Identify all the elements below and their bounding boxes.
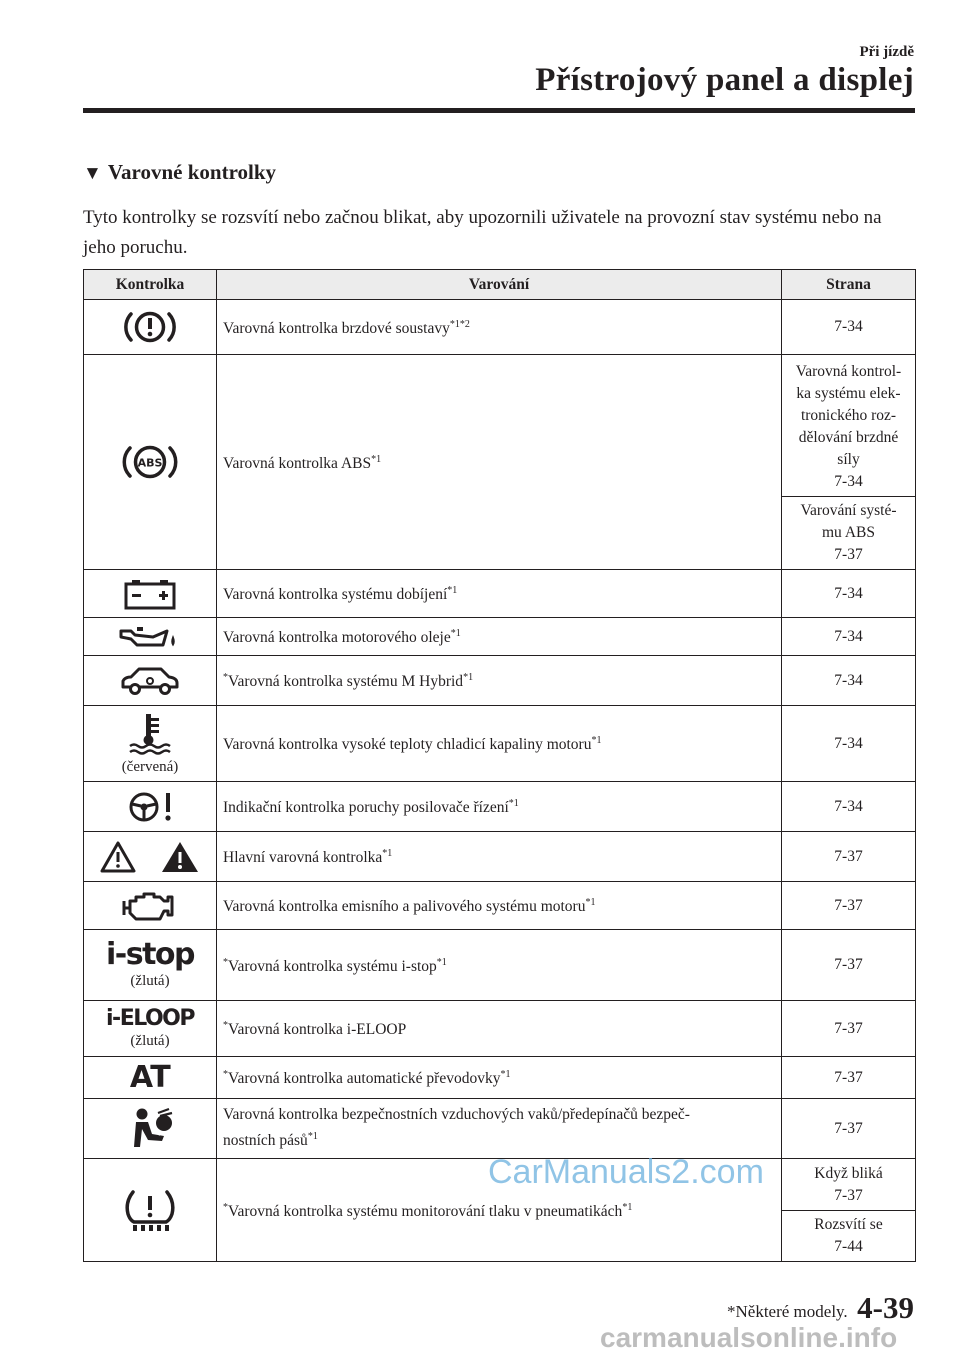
- footnote-ref: *1: [500, 1069, 511, 1081]
- coolant-temperature-icon: [125, 712, 175, 756]
- warning-desc-cont: nostních pásů: [223, 1132, 308, 1150]
- table-row: [84, 300, 916, 355]
- warning-desc: Varovná kontrolka bezpečnostních vzduchových vaků/předepínačů bezpeč-: [223, 1106, 690, 1124]
- row-star: *: [223, 956, 228, 968]
- warning-desc: Varovná kontrolka i-ELOOP: [228, 1021, 407, 1039]
- i-stop-icon: i-stop: [105, 937, 195, 972]
- abs-warning-icon: [118, 439, 182, 485]
- footnote-ref: *1: [447, 585, 458, 597]
- footnote-ref: *1: [436, 956, 447, 968]
- warning-desc: Varovná kontrolka ABS: [223, 455, 372, 473]
- page-ref: Když bliká 7-37: [782, 1159, 916, 1211]
- warning-desc: Varovná kontrolka emisního a palivového systému motoru: [223, 898, 586, 916]
- row-star: *: [223, 1069, 228, 1081]
- check-engine-icon: [120, 889, 180, 923]
- airbag-icon: [122, 1107, 178, 1151]
- warning-desc: Varovná kontrolka automatické převodovky: [228, 1070, 501, 1088]
- warning-desc: Varovná kontrolka systému monitorování tlaku v pneumatikách: [228, 1203, 623, 1221]
- warning-desc: Varovná kontrolka vysoké teploty chladicí kapaliny motoru: [223, 736, 592, 754]
- table-row: [84, 355, 916, 497]
- table-row: [84, 1099, 916, 1159]
- page-ref: 7-37: [782, 930, 916, 1001]
- footnote-some-models: *Některé modely.: [727, 1302, 848, 1321]
- footnote-ref: *1: [508, 798, 519, 810]
- page-ref: 7-34: [782, 300, 916, 355]
- footnote-ref: *1: [622, 1201, 633, 1213]
- page-ref: 7-37: [782, 1001, 916, 1057]
- table-row: [84, 882, 916, 930]
- page-ref: 7-34: [782, 656, 916, 706]
- footnote-ref: *1: [585, 897, 596, 909]
- warning-desc: Varovná kontrolka motorového oleje: [223, 629, 451, 647]
- table-row: [84, 782, 916, 832]
- warning-desc: Hlavní varovná kontrolka: [223, 849, 383, 867]
- table-row: [84, 706, 916, 782]
- page-ref: 7-37: [782, 832, 916, 882]
- row-star: *: [223, 1201, 228, 1213]
- table-row: [84, 930, 916, 1001]
- footnote-ref: *1*2: [449, 318, 470, 330]
- page-ref: 7-37: [782, 882, 916, 930]
- page-ref: 7-34: [782, 618, 916, 656]
- page-number: 4-39: [857, 1290, 914, 1325]
- svg-text:ABS: ABS: [137, 456, 163, 470]
- table-row: [84, 618, 916, 656]
- section-heading: [83, 160, 276, 185]
- i-eloop-icon: i-ELOOP: [106, 1005, 194, 1031]
- page-ref: 7-34: [782, 570, 916, 618]
- warning-desc: Varovná kontrolka systému M Hybrid: [228, 673, 464, 691]
- oil-pressure-icon: [117, 623, 183, 651]
- warning-desc: Varovná kontrolka systému i-stop: [228, 958, 437, 976]
- footnote-ref: *1: [382, 848, 393, 860]
- page-ref: 7-37: [782, 1099, 916, 1159]
- footnote-ref: *1: [371, 453, 382, 465]
- table-header-row: [84, 270, 916, 300]
- footnote-ref: *1: [307, 1131, 318, 1143]
- table-row: [84, 832, 916, 882]
- section-marker: ▼: [83, 163, 102, 184]
- warning-desc: Indikační kontrolka poruchy posilovače řízení: [223, 799, 509, 817]
- footnote-ref: *1: [591, 735, 602, 747]
- page-ref: Varovná kontrol- ka systému elek- tronického roz- dělování brzdné síly 7-34: [782, 355, 916, 497]
- intro-paragraph: Tyto kontrolky se rozsvítí nebo začnou blikat, aby upozornili uživatele na provozní stav systému nebo na jeho poruchu.: [83, 207, 882, 258]
- at-icon: AT: [129, 1059, 171, 1095]
- page-ref: 7-34: [782, 706, 916, 782]
- page-ref: Rozsvítí se 7-44: [782, 1211, 916, 1262]
- row-star: *: [223, 1020, 228, 1032]
- table-row: [84, 1057, 916, 1099]
- section-title: Varovné kontrolky: [107, 160, 277, 184]
- header-rule: [83, 108, 915, 113]
- header-page: Strana: [782, 270, 916, 300]
- icon-color-caption: (červená): [121, 758, 179, 775]
- page-ref: Varování systé- mu ABS 7-37: [782, 497, 916, 570]
- tire-pressure-icon: [119, 1186, 181, 1234]
- table-row: [84, 1001, 916, 1057]
- header-warning: Varování: [217, 270, 782, 300]
- icon-color-caption: (žlutá): [130, 1032, 170, 1049]
- page-ref: 7-34: [782, 782, 916, 832]
- watermark-bottom: carmanualsonline.info: [600, 1322, 898, 1353]
- table-row: [84, 570, 916, 618]
- m-hybrid-icon: [117, 663, 183, 699]
- running-header-title: Přístrojový panel a displej: [535, 62, 914, 98]
- running-header-section: Při jízdě: [859, 44, 914, 60]
- battery-charging-icon: [122, 577, 178, 611]
- warning-desc: Varovná kontrolka systému dobíjení: [223, 586, 448, 604]
- warning-desc: Varovná kontrolka brzdové soustavy: [223, 320, 450, 338]
- footnote-ref: *1: [450, 628, 461, 640]
- master-warning-icon: [100, 839, 200, 875]
- footnote-ref: *1: [463, 672, 474, 684]
- power-steering-icon: [122, 789, 178, 825]
- watermark-center: CarManuals2.com: [488, 1153, 764, 1191]
- table-row: [84, 656, 916, 706]
- brake-warning-icon: [120, 307, 180, 347]
- row-star: *: [223, 672, 228, 684]
- warning-lights-table: [83, 269, 916, 1262]
- page-ref: 7-37: [782, 1057, 916, 1099]
- icon-color-caption: (žlutá): [130, 973, 170, 989]
- header-indicator: Kontrolka: [84, 270, 217, 300]
